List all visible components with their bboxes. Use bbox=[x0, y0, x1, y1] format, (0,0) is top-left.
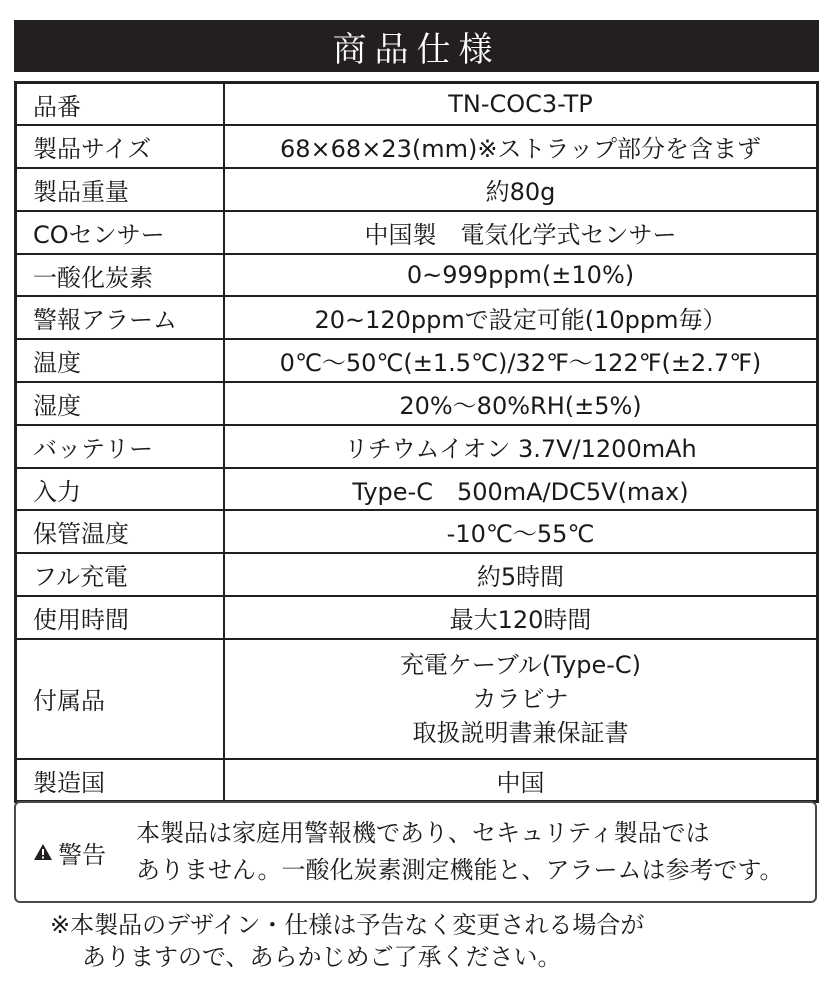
spec-label: 製品重量 bbox=[16, 168, 225, 211]
table-row bbox=[16, 425, 818, 468]
spec-label: COセンサー bbox=[16, 211, 225, 254]
spec-label: バッテリー bbox=[16, 425, 225, 468]
spec-label: 製造国 bbox=[16, 759, 225, 802]
spec-label: 一酸化炭素 bbox=[16, 254, 225, 297]
spec-table bbox=[14, 81, 819, 803]
table-row bbox=[16, 510, 818, 553]
table-row bbox=[16, 639, 818, 759]
spec-value: TN-COC3-TP bbox=[224, 83, 818, 126]
page-title: 商品仕様 bbox=[14, 20, 819, 72]
spec-value: 中国製 電気化学式センサー bbox=[224, 211, 818, 254]
spec-value: 0~999ppm(±10%) bbox=[224, 254, 818, 297]
table-row bbox=[16, 759, 818, 802]
warning-box bbox=[14, 801, 817, 903]
spec-value: 68×68×23(mm)※ストラップ部分を含まず bbox=[224, 125, 818, 168]
warning-label: 警告 bbox=[58, 841, 106, 869]
spec-value: 最大120時間 bbox=[224, 596, 818, 639]
spec-value: 20%〜80%RH(±5%) bbox=[224, 382, 818, 425]
spec-label: 温度 bbox=[16, 339, 225, 382]
footnote-line: ありますので、あらかじめご了承ください。 bbox=[82, 943, 562, 971]
table-row bbox=[16, 382, 818, 425]
spec-value: 中国 bbox=[224, 759, 818, 802]
spec-label: 保管温度 bbox=[16, 510, 225, 553]
footnote-line: ※本製品のデザイン・仕様は予告なく変更される場合が bbox=[50, 911, 645, 939]
table-row bbox=[16, 468, 818, 511]
spec-label: フル充電 bbox=[16, 553, 225, 596]
spec-value: 20~120ppmで設定可能(10ppm毎） bbox=[224, 296, 818, 339]
spec-value: 0℃〜50℃(±1.5℃)/32℉〜122℉(±2.7℉) bbox=[224, 339, 818, 382]
accessory-item: 取扱説明書兼保証書 bbox=[412, 718, 629, 747]
warning-line: ありません。一酸化炭素測定機能と、アラームは参考です。 bbox=[136, 856, 784, 884]
accessory-item: 充電ケーブル(Type-C) bbox=[399, 650, 642, 679]
table-row bbox=[16, 211, 818, 254]
table-row bbox=[16, 596, 818, 639]
spec-label: 品番 bbox=[16, 83, 225, 126]
spec-label: 付属品 bbox=[16, 639, 225, 759]
spec-value: 約5時間 bbox=[224, 553, 818, 596]
table-row bbox=[16, 296, 818, 339]
footnote bbox=[50, 909, 644, 973]
table-row bbox=[16, 83, 818, 126]
table-row bbox=[16, 254, 818, 297]
warning-text bbox=[136, 815, 784, 889]
spec-label: 使用時間 bbox=[16, 596, 225, 639]
spec-value bbox=[224, 639, 818, 759]
spec-value: リチウムイオン 3.7V/1200mAh bbox=[224, 425, 818, 468]
table-row bbox=[16, 125, 818, 168]
spec-label: 湿度 bbox=[16, 382, 225, 425]
spec-value: -10℃〜55℃ bbox=[224, 510, 818, 553]
table-row bbox=[16, 553, 818, 596]
spec-value: 約80g bbox=[224, 168, 818, 211]
spec-value: Type-C 500mA/DC5V(max) bbox=[224, 468, 818, 511]
table-row bbox=[16, 168, 818, 211]
table-row bbox=[16, 339, 818, 382]
spec-label: 製品サイズ bbox=[16, 125, 225, 168]
accessory-item: カラビナ bbox=[472, 684, 569, 713]
warning-line: 本製品は家庭用警報機であり、セキュリティ製品では bbox=[136, 819, 710, 847]
spec-label: 警報アラーム bbox=[16, 296, 225, 339]
spec-label: 入力 bbox=[16, 468, 225, 511]
warning-triangle-icon bbox=[34, 844, 52, 860]
